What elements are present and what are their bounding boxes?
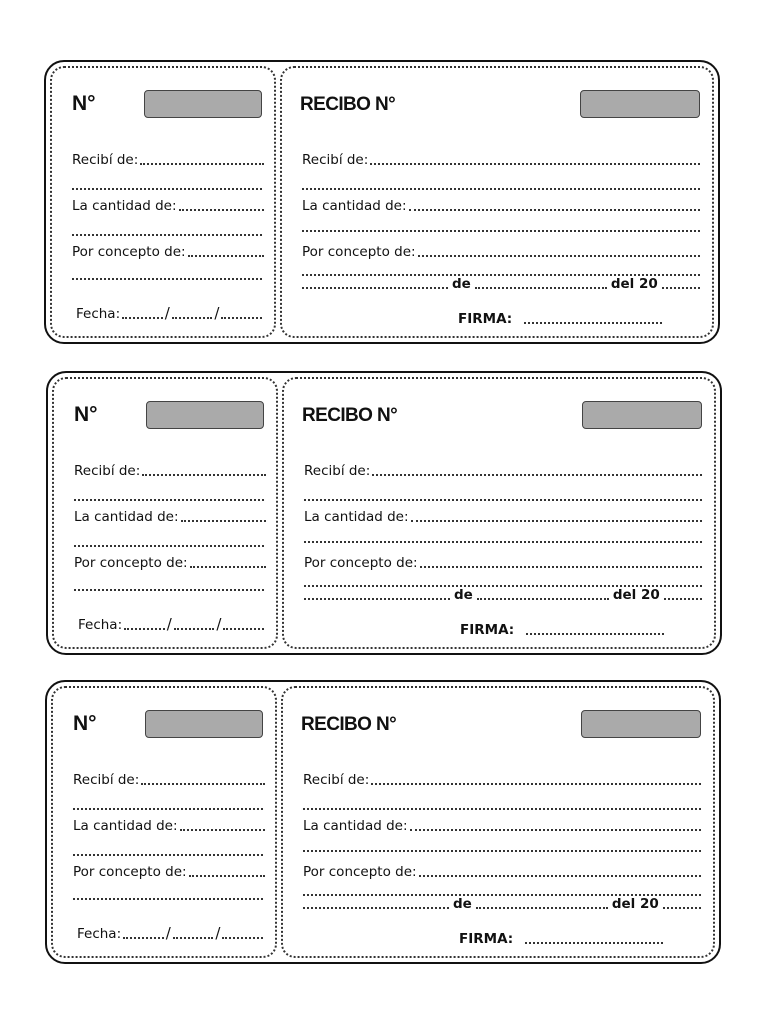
firma-label: FIRMA: — [460, 622, 515, 638]
dotted-line[interactable] — [303, 808, 701, 810]
firma-line[interactable] — [524, 322, 662, 324]
stub-cantidad-row — [74, 509, 266, 525]
cantidad-label: La cantidad de: — [74, 509, 179, 525]
receipt-3 — [45, 680, 721, 964]
date-slash: / — [215, 924, 221, 942]
receipt-main — [282, 377, 716, 649]
cantidad-label: La cantidad de: — [302, 198, 407, 214]
concepto-line[interactable] — [189, 875, 265, 877]
fecha-year-line[interactable] — [221, 317, 262, 319]
receipt-title: RECIBO N° — [301, 714, 397, 735]
date-row — [302, 276, 700, 292]
cantidad-row — [302, 198, 700, 214]
cantidad-label: La cantidad de: — [72, 198, 177, 214]
recibi-de-line[interactable] — [140, 163, 264, 165]
concepto-row — [304, 555, 702, 571]
concepto-line[interactable] — [419, 875, 701, 877]
firma-row — [460, 622, 664, 638]
stub-dotted-line[interactable] — [74, 545, 264, 547]
year-line[interactable] — [664, 598, 702, 600]
receipt-number-field[interactable] — [580, 90, 700, 118]
stub-concepto-row — [72, 244, 264, 260]
dotted-line[interactable] — [302, 188, 700, 190]
stub-dotted-line[interactable] — [74, 499, 264, 501]
recibi-de-row — [302, 152, 700, 168]
fecha-day-line[interactable] — [124, 628, 165, 630]
concepto-row — [302, 244, 700, 260]
del-label: del 20 — [610, 276, 658, 292]
concepto-label: Por concepto de: — [74, 555, 188, 571]
receipt-title: RECIBO N° — [302, 405, 398, 426]
receipt-2 — [46, 371, 722, 655]
concepto-line[interactable] — [188, 255, 264, 257]
concepto-row — [303, 864, 701, 880]
stub-number-field[interactable] — [146, 401, 264, 429]
cantidad-line[interactable] — [411, 520, 702, 522]
stub-cantidad-row — [72, 198, 264, 214]
recibi-de-row — [304, 463, 702, 479]
fecha-month-line[interactable] — [173, 937, 214, 939]
firma-label: FIRMA: — [458, 311, 513, 327]
stub-dotted-line[interactable] — [73, 854, 263, 856]
cantidad-line[interactable] — [181, 520, 266, 522]
fecha-year-line[interactable] — [222, 937, 263, 939]
cantidad-label: La cantidad de: — [304, 509, 409, 525]
stub-number-field[interactable] — [144, 90, 262, 118]
firma-row — [458, 311, 662, 327]
date-row — [304, 587, 702, 603]
cantidad-row — [304, 509, 702, 525]
fecha-year-line[interactable] — [223, 628, 264, 630]
stub-number-field[interactable] — [145, 710, 263, 738]
date-slash: / — [164, 304, 170, 322]
recibi-de-label: Recibí de: — [74, 463, 141, 479]
concepto-line[interactable] — [418, 255, 700, 257]
recibi-de-label: Recibí de: — [303, 772, 370, 788]
concepto-label: Por concepto de: — [302, 244, 416, 260]
day-line[interactable] — [304, 598, 450, 600]
date-slash: / — [165, 924, 171, 942]
month-line[interactable] — [477, 598, 609, 600]
stub-dotted-line[interactable] — [72, 234, 262, 236]
stub-number-label: N° — [72, 92, 96, 115]
stub-number-label: N° — [73, 712, 97, 735]
recibi-de-label: Recibí de: — [302, 152, 369, 168]
concepto-label: Por concepto de: — [72, 244, 186, 260]
stub-fecha-row — [76, 304, 264, 322]
cantidad-line[interactable] — [410, 829, 701, 831]
stub-dotted-line[interactable] — [74, 589, 264, 591]
date-slash: / — [166, 615, 172, 633]
date-slash: / — [216, 615, 222, 633]
concepto-label: Por concepto de: — [304, 555, 418, 571]
cantidad-line[interactable] — [180, 829, 265, 831]
firma-label: FIRMA: — [459, 931, 514, 947]
month-line[interactable] — [476, 907, 608, 909]
stub-recibi-de-row — [74, 463, 266, 479]
stub-dotted-line[interactable] — [72, 188, 262, 190]
recibi-de-row — [303, 772, 701, 788]
de-label: de — [452, 276, 471, 292]
receipt-main — [281, 686, 715, 958]
cantidad-label: La cantidad de: — [303, 818, 408, 834]
day-line[interactable] — [302, 287, 448, 289]
fecha-month-line[interactable] — [172, 317, 213, 319]
recibi-de-label: Recibí de: — [304, 463, 371, 479]
stub-recibi-de-row — [72, 152, 264, 168]
receipt-number-field[interactable] — [582, 401, 702, 429]
concepto-label: Por concepto de: — [73, 864, 187, 880]
stub-dotted-line[interactable] — [72, 278, 262, 280]
cantidad-line[interactable] — [409, 209, 700, 211]
dotted-line[interactable] — [304, 541, 702, 543]
cantidad-label: La cantidad de: — [73, 818, 178, 834]
fecha-day-line[interactable] — [123, 937, 164, 939]
stub-concepto-row — [73, 864, 265, 880]
recibi-de-label: Recibí de: — [73, 772, 140, 788]
year-line[interactable] — [662, 287, 700, 289]
stub-recibi-de-row — [73, 772, 265, 788]
stub-fecha-row — [77, 924, 265, 942]
recibi-de-label: Recibí de: — [72, 152, 139, 168]
recibi-de-line[interactable] — [371, 783, 701, 785]
receipt-stub — [51, 686, 277, 958]
receipt-main — [280, 66, 714, 338]
stub-fecha-row — [78, 615, 266, 633]
receipt-1 — [44, 60, 720, 344]
recibi-de-line[interactable] — [372, 474, 702, 476]
date-row — [303, 896, 701, 912]
fecha-day-line[interactable] — [122, 317, 163, 319]
fecha-month-line[interactable] — [174, 628, 215, 630]
firma-row — [459, 931, 663, 947]
date-slash: / — [214, 304, 220, 322]
fecha-label: Fecha: — [76, 306, 121, 322]
receipt-stub — [50, 66, 276, 338]
recibi-de-line[interactable] — [141, 783, 265, 785]
stub-number-label: N° — [74, 403, 98, 426]
dotted-line[interactable] — [302, 230, 700, 232]
fecha-label: Fecha: — [77, 926, 122, 942]
cantidad-row — [303, 818, 701, 834]
month-line[interactable] — [475, 287, 607, 289]
stub-concepto-row — [74, 555, 266, 571]
recibi-de-line[interactable] — [142, 474, 266, 476]
day-line[interactable] — [303, 907, 449, 909]
firma-line[interactable] — [525, 942, 663, 944]
dotted-line[interactable] — [304, 499, 702, 501]
stub-cantidad-row — [73, 818, 265, 834]
fecha-label: Fecha: — [78, 617, 123, 633]
receipt-title: RECIBO N° — [300, 94, 396, 115]
stub-dotted-line[interactable] — [73, 898, 263, 900]
cantidad-line[interactable] — [179, 209, 264, 211]
stub-dotted-line[interactable] — [73, 808, 263, 810]
del-label: del 20 — [612, 587, 660, 603]
recibi-de-line[interactable] — [370, 163, 700, 165]
concepto-line[interactable] — [190, 566, 266, 568]
receipt-number-field[interactable] — [581, 710, 701, 738]
de-label: de — [453, 896, 472, 912]
firma-line[interactable] — [526, 633, 664, 635]
del-label: del 20 — [611, 896, 659, 912]
de-label: de — [454, 587, 473, 603]
concepto-line[interactable] — [420, 566, 702, 568]
receipt-stub — [52, 377, 278, 649]
concepto-label: Por concepto de: — [303, 864, 417, 880]
dotted-line[interactable] — [303, 850, 701, 852]
year-line[interactable] — [663, 907, 701, 909]
